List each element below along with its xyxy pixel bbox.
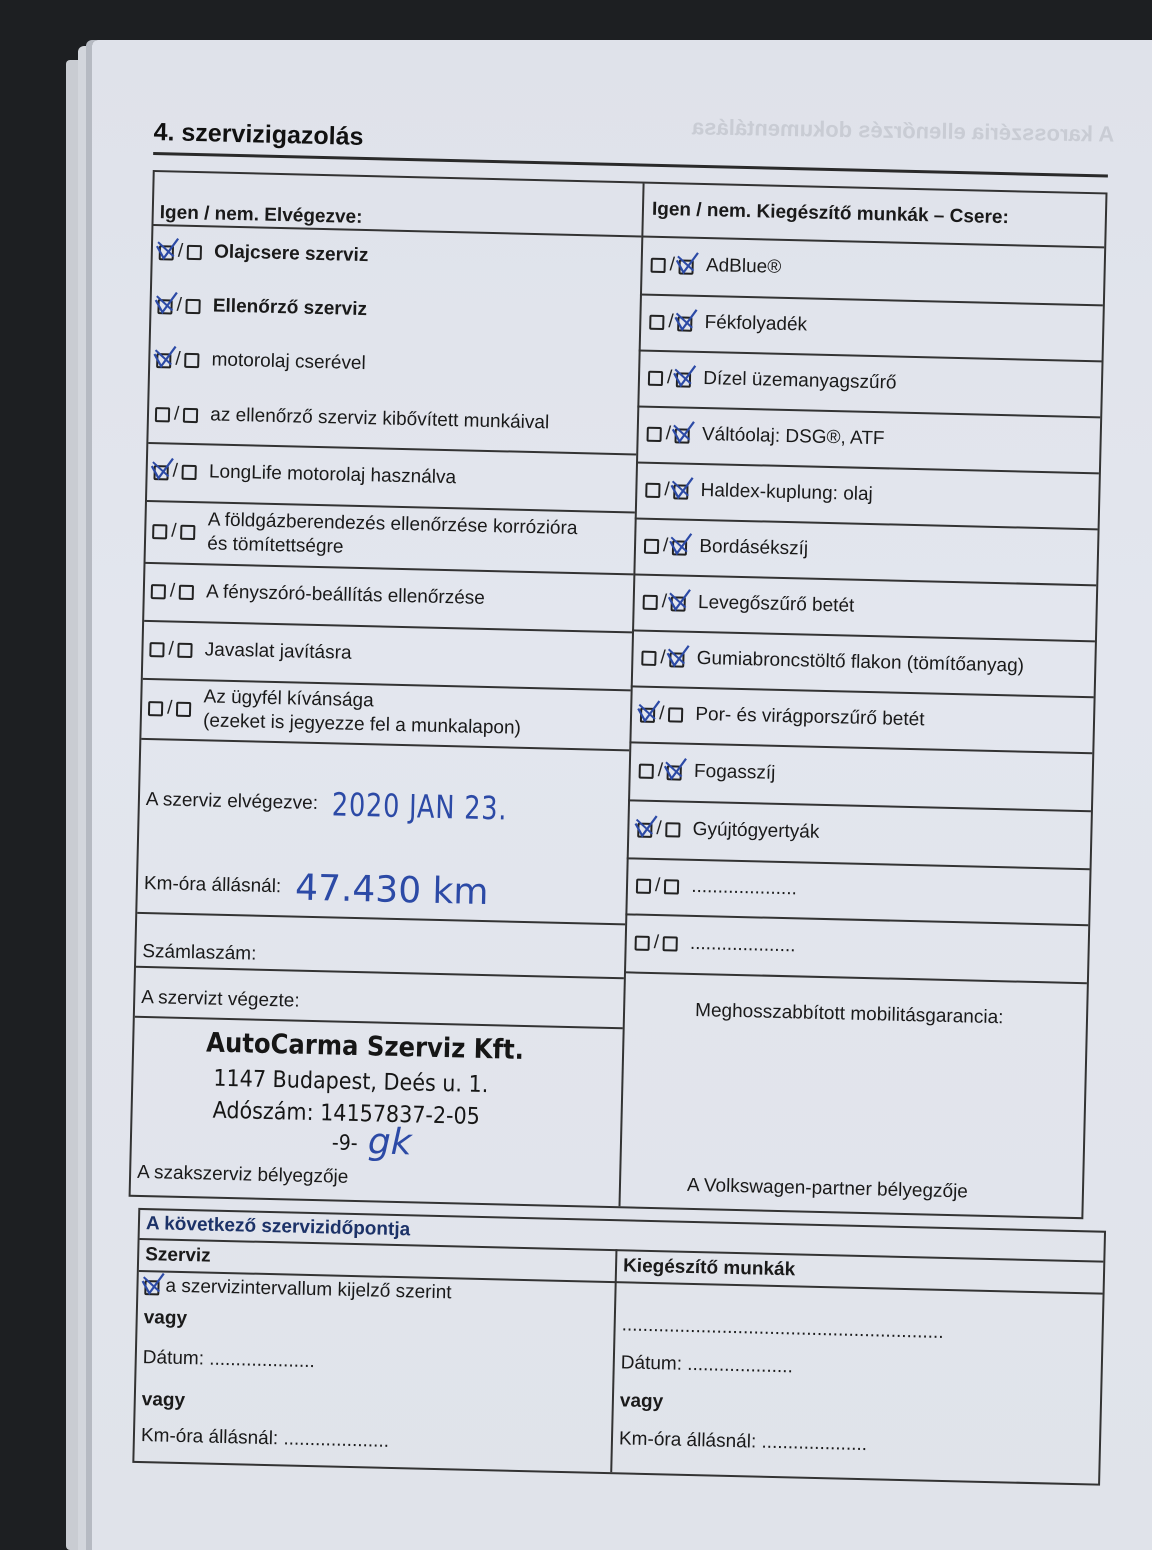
slash-separator: / [669,254,676,276]
right-row-label: AdBlue® [705,255,782,278]
no-checkbox[interactable] [673,483,688,498]
stamp-number: -9- [331,1130,358,1156]
right-row [650,236,782,297]
right-row [645,462,874,523]
left-row-label: Az ügyfél kívánsága [203,686,374,712]
no-checkbox[interactable] [663,936,678,951]
next-col-divider [610,1249,617,1472]
yes-checkbox[interactable] [641,650,656,665]
stamp-address: 1147 Budapest, Deés u. 1. [213,1065,489,1099]
left-row-label-2: és tömítettségre [207,533,344,558]
slash-separator: / [169,580,176,602]
yes-checkbox[interactable] [636,878,651,893]
slash-separator: / [175,348,181,370]
yes-no-checkboxes [649,311,693,334]
slash-separator: / [657,760,664,782]
yes-no-checkboxes [156,348,200,371]
yes-checkbox[interactable] [152,524,167,539]
no-checkbox[interactable] [183,407,198,422]
right-row-label: Fékfolyadék [704,312,808,336]
stamp-tax-number: Adószám: 14157837-2-05 [212,1097,481,1130]
interval-row [144,1272,452,1307]
slash-separator: / [660,647,666,669]
left-row-label-2: (ezeket is jegyezze fel a munkalapon) [202,710,522,739]
next-title-rule [140,1238,1104,1262]
yes-checkbox[interactable] [155,407,170,422]
right-row-label: .................... [691,875,798,900]
no-checkbox[interactable] [187,244,202,259]
slash-separator: / [658,703,665,725]
right-row-label: Levegőszűrő betét [697,591,855,617]
yes-no-checkboxes [644,535,688,558]
left-row-label: motorolaj cserével [211,349,366,375]
left-row-label: az ellenőrző szerviz kibővített munkáival [210,404,550,434]
left-row [149,620,352,683]
yes-no-checkboxes [148,697,192,720]
right-km-field[interactable]: Km-óra állásnál: .................... [618,1428,868,1456]
no-checkbox[interactable] [176,701,191,716]
right-header: Igen / nem. Kiegészítő munkák – Csere: [651,198,1010,229]
left-row [153,442,457,507]
km-row [143,862,489,914]
slash-separator: / [176,294,183,316]
left-rule [137,912,625,925]
slash-separator: / [653,932,660,954]
left-row-label: Ellenőrző szerviz [212,295,368,321]
no-checkbox[interactable] [672,539,687,554]
slash-separator: / [668,311,674,333]
yes-checkbox[interactable] [649,314,664,329]
yes-checkbox[interactable] [148,701,163,716]
no-checkbox[interactable] [179,584,194,599]
yes-no-checkboxes [153,460,197,483]
no-checkbox[interactable] [679,258,694,273]
bleed-through-text: A karosszéria ellenőrzés dokumentálása [691,114,1115,147]
yes-no-checkboxes [157,294,201,317]
yes-checkbox[interactable] [651,257,666,272]
yes-no-checkboxes [149,638,193,661]
left-row [157,278,368,337]
next-date-field[interactable]: Dátum: .................... [142,1347,316,1373]
left-header: Igen / nem. Elvégezve: [159,202,363,228]
next-service-title: A következő szervizidőpontja [145,1213,411,1241]
yes-checkbox[interactable] [151,584,166,599]
yes-checkbox[interactable] [156,352,171,367]
section-title: 4. szervizigazolás [153,118,364,151]
no-checkbox[interactable] [668,707,683,722]
yes-checkbox[interactable] [648,370,663,385]
or-label-2: vagy [141,1389,186,1412]
service-certificate [122,118,1139,1501]
yes-checkbox[interactable] [647,426,662,441]
right-row-label: Fogasszíj [693,760,776,784]
yes-checkbox[interactable] [639,763,654,778]
slash-separator: / [654,875,661,897]
yes-no-checkboxes [648,367,692,390]
right-row [634,914,796,976]
right-row [639,686,925,749]
mobility-guarantee-label: Meghosszabbított mobilitásgarancia: [694,999,1004,1029]
yes-checkbox[interactable] [643,594,658,609]
service-table [129,170,1108,1219]
next-service-right-header: Kiegészítő munkák [622,1255,796,1281]
yes-checkbox[interactable] [149,642,164,657]
no-checkbox[interactable] [670,651,685,666]
no-checkbox[interactable] [184,352,199,367]
yes-no-checkboxes [155,403,199,426]
right-row [635,858,797,918]
left-row [150,562,485,628]
right-row-label: Váltóolaj: DSG®, ATF [701,424,885,450]
left-row-labels [207,508,578,565]
right-row [638,742,776,803]
slash-separator: / [666,367,673,389]
slash-separator: / [173,403,180,425]
yes-no-checkboxes [640,703,684,726]
next-service-left-header: Szerviz [144,1244,211,1267]
yes-no-checkboxes [637,818,681,841]
slash-separator: / [168,638,175,660]
right-rule [624,971,1087,983]
yes-no-checkboxes [636,875,680,898]
left-row [152,500,578,572]
no-checkbox[interactable] [178,642,193,657]
slash-separator: / [177,240,184,262]
next-service-table [132,1208,1106,1486]
no-checkbox[interactable] [677,315,692,330]
yes-checkbox[interactable] [644,538,659,553]
next-km-field[interactable]: Km-óra állásnál: .................... [140,1425,390,1452]
no-checkbox[interactable] [180,524,195,539]
slash-separator: / [172,460,179,482]
yes-checkbox[interactable] [637,821,652,836]
left-row-label: Javaslat javításra [204,639,352,664]
no-checkbox[interactable] [186,298,201,313]
right-row-label: Dízel üzemanyagszűrő [703,368,897,394]
left-row-label: Olajcsere szerviz [213,241,369,267]
yes-no-checkboxes [645,479,689,502]
right-row-label: .................... [689,932,796,957]
right-row [649,294,808,354]
yes-no-checkboxes [159,240,203,263]
stamp-caption-left: A szakszerviz bélyegzője [136,1161,349,1188]
no-checkbox[interactable] [664,879,679,894]
performed-by-label: A szervizt végezte: [141,986,300,1012]
left-row-label: A földgázberendezés ellenőrzése korrózióra [207,509,578,540]
yes-no-checkboxes [152,520,196,543]
left-row [156,332,367,391]
slash-separator: / [171,520,177,542]
left-row [154,386,549,451]
stamp-caption-right: A Volkswagen-partner bélyegzője [686,1174,969,1203]
yes-no-checkboxes [639,760,683,783]
no-checkbox[interactable] [182,464,197,479]
service-done-row [145,780,551,830]
right-row [643,518,808,578]
stamp-company: AutoCarma Szerviz Kft. [205,1027,525,1066]
left-row-labels [213,294,368,322]
right-date-field[interactable]: Dátum: .................... [620,1352,794,1378]
yes-no-checkboxes [641,647,685,670]
right-row-label: Por- és virágporszűrő betét [695,703,925,731]
slash-separator: / [662,535,669,557]
slash-separator: / [661,591,668,613]
yes-no-checkboxes [642,591,686,614]
yes-checkbox[interactable] [159,244,174,259]
left-row [158,224,369,283]
right-row [641,630,1025,695]
right-row-label: Bordásékszíj [699,535,809,560]
right-or-label: vagy [619,1390,664,1413]
yes-checkbox[interactable] [635,935,650,950]
no-checkbox[interactable] [671,595,686,610]
no-checkbox[interactable] [665,822,680,837]
service-done-label: A szerviz elvégezve: [145,789,319,815]
km-label: Km-óra állásnál: [143,872,282,898]
yes-no-checkboxes [650,254,694,277]
slash-separator: / [166,697,173,719]
yes-checkbox[interactable] [157,298,172,313]
left-row-labels [204,638,351,665]
interval-checkbox[interactable] [144,1279,159,1294]
slash-separator: / [665,423,672,445]
left-row-labels [214,240,369,268]
signature: gk [367,1121,413,1164]
no-checkbox[interactable] [675,427,690,442]
interval-label: a szervizintervallum kijelző szerint [165,1275,452,1304]
right-row [647,350,897,412]
right-row-label: Haldex-kuplung: olaj [700,479,874,506]
yes-checkbox[interactable] [154,464,169,479]
left-row-labels [211,348,366,376]
right-row-label: Gumiabroncstöltő flakon (tömítőanyag) [696,647,1025,677]
or-label-1: vagy [143,1307,188,1330]
left-row-labels [206,580,485,611]
yes-no-checkboxes [646,423,690,446]
no-checkbox[interactable] [667,764,682,779]
km-value: 47.430 km [294,867,489,913]
yes-no-checkboxes [151,580,195,603]
yes-checkbox[interactable] [645,482,660,497]
service-done-date: 2020 JAN 23. [331,785,508,828]
yes-no-checkboxes [634,932,678,955]
invoice-label: Számlaszám: [142,940,257,965]
left-row-labels [203,685,522,740]
right-row [642,574,855,635]
left-row [147,678,521,747]
slash-separator: / [664,479,670,501]
right-row [637,800,820,862]
left-row-label: A fényszóró-beállítás ellenőrzése [205,581,486,609]
right-row [646,406,885,468]
slash-separator: / [656,818,662,840]
left-row-labels [209,460,457,490]
yes-checkbox[interactable] [640,706,655,721]
left-row-labels [210,403,549,435]
right-dotted-field[interactable]: ............................................................. [621,1314,944,1343]
right-row-label: Gyújtógyertyák [692,818,820,843]
left-row-label: LongLife motorolaj használva [208,461,457,489]
no-checkbox[interactable] [676,371,691,386]
